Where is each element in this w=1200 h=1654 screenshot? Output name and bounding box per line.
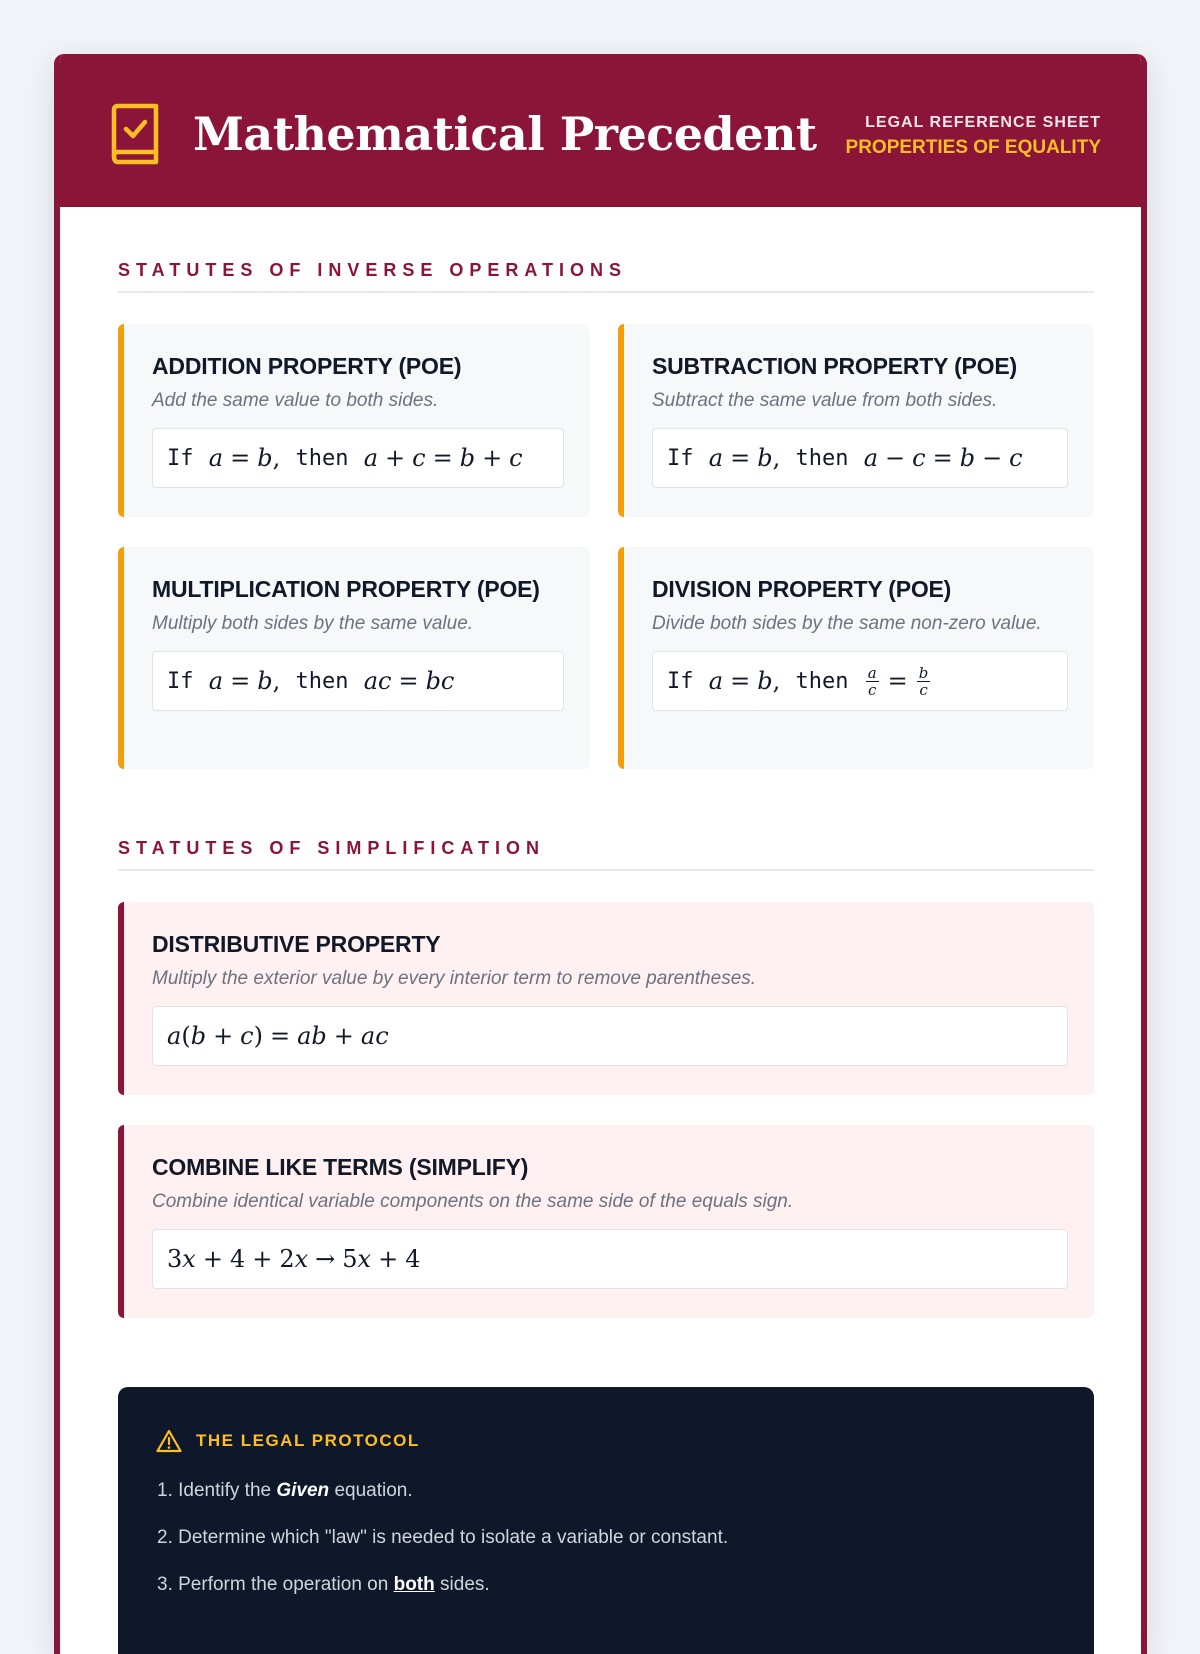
formula-box: a ( b + c ) = ab + ac: [152, 1006, 1068, 1066]
formula-box: 3 x + 4 + 2 x → 5 x + 4: [152, 1229, 1068, 1289]
section-heading-inverse: STATUTES OF INVERSE OPERATIONS: [118, 260, 1094, 293]
formula-box: If a = b , then a + c = b + c: [152, 428, 564, 488]
header-kicker: LEGAL REFERENCE SHEET: [865, 114, 1101, 131]
card-title: ADDITION PROPERTY (POE): [152, 353, 462, 379]
card-description: Multiply both sides by the same value.: [152, 613, 474, 634]
protocol-step-1: 1. Identify the Given equation.: [157, 1480, 413, 1501]
card-addition-property: [118, 324, 590, 517]
book-check-icon: [108, 102, 162, 166]
card-description: Subtract the same value from both sides.: [652, 390, 998, 411]
formula-box: If a = b , then $\frac{a}{c}$ = $\frac{b}{c}$: [652, 651, 1068, 711]
formula-box: If a = b , then ac = bc: [152, 651, 564, 711]
reference-sheet: [54, 54, 1147, 1654]
card-distributive-property: [118, 902, 1094, 1095]
formula-box: If a = b , then a − c = b − c: [652, 428, 1068, 488]
warning-triangle-icon: [156, 1429, 182, 1453]
header-subtitle: PROPERTIES OF EQUALITY: [845, 137, 1101, 158]
card-subtraction-property: [618, 324, 1094, 517]
card-multiplication-property: [118, 547, 590, 769]
card-combine-like-terms: [118, 1125, 1094, 1318]
protocol-step-2: 2. Determine which "law" is needed to isolate a variable or constant.: [157, 1527, 729, 1548]
card-title: DISTRIBUTIVE PROPERTY: [152, 931, 441, 957]
protocol-title: THE LEGAL PROTOCOL: [196, 1431, 420, 1450]
card-description: Combine identical variable components on the same side of the equals sign.: [152, 1191, 794, 1212]
header-meta: [846, 112, 1101, 162]
protocol-step-3: 3. Perform the operation on both sides.: [157, 1574, 490, 1595]
card-title: COMBINE LIKE TERMS (SIMPLIFY): [152, 1154, 529, 1180]
legal-protocol-panel: [118, 1387, 1094, 1654]
card-title: MULTIPLICATION PROPERTY (POE): [152, 576, 540, 602]
card-title: SUBTRACTION PROPERTY (POE): [652, 353, 1017, 379]
card-title: DIVISION PROPERTY (POE): [652, 576, 952, 602]
card-division-property: [618, 547, 1094, 769]
card-description: Add the same value to both sides.: [152, 390, 439, 411]
header-banner: [60, 54, 1141, 207]
card-description: Multiply the exterior value by every interior term to remove parentheses.: [152, 968, 757, 989]
card-description: Divide both sides by the same non-zero value.: [652, 613, 1042, 634]
page-title: Mathematical Precedent: [193, 107, 817, 161]
section-heading-simplification: STATUTES OF SIMPLIFICATION: [118, 838, 1094, 871]
